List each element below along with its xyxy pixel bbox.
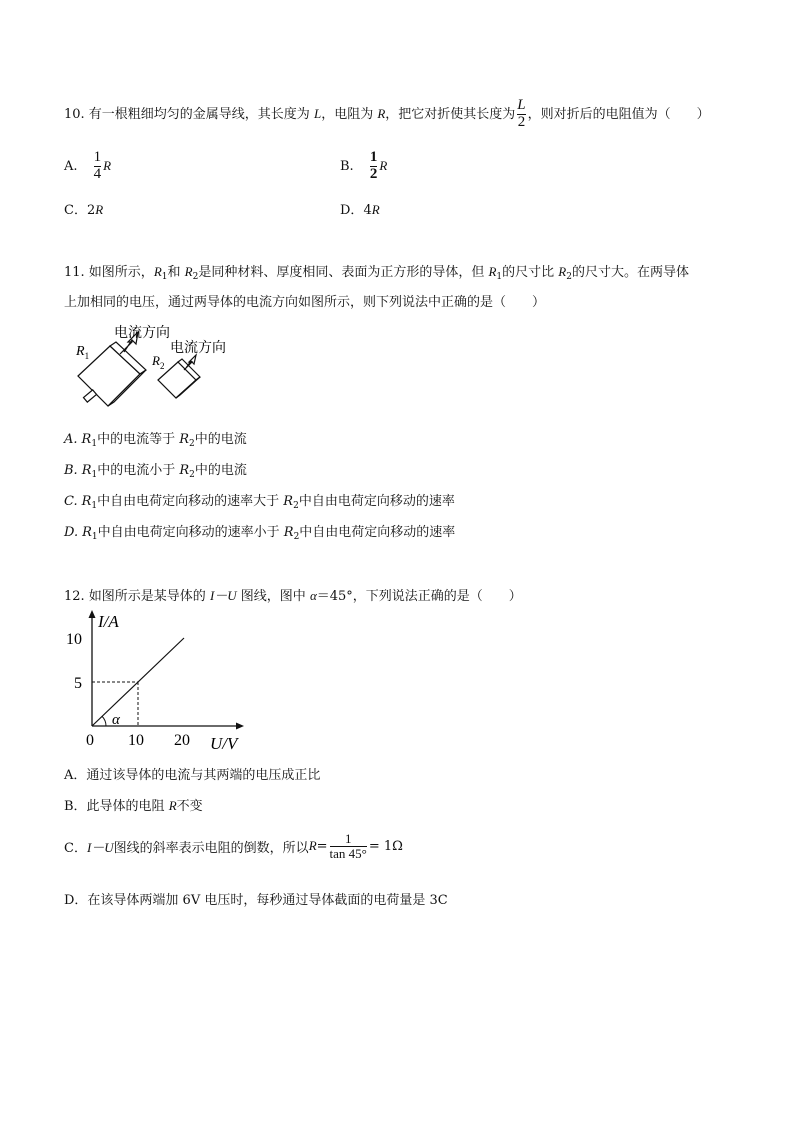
q11-option-b: R — [283, 525, 294, 540]
x-tick-label: 10 — [128, 732, 144, 749]
q11-option-as: 1 — [91, 470, 98, 480]
q11-option-label: B. — [64, 463, 78, 478]
q11-option-bs: 2 — [189, 470, 195, 480]
x-tick-label: 20 — [174, 732, 190, 749]
q10-fraction: $\frac{L}{2}$ — [517, 97, 526, 130]
q11-option-b: R — [179, 463, 190, 478]
q10-stem: 10. 有一根粗细均匀的金属导线，其长度为 L，电阻为 R，把它对折使其长度为 $\frac{L}{2}$ ，则对折后的电阻值为（ ） — [64, 97, 710, 130]
q11-stem-line1: 11. 如图所示，$R_1$和 $R_2$是同种材料、厚度相同、表面为正方形的导体，但 $R_1$的尺寸比 $R_2$的尺寸大。在两导体 — [64, 264, 689, 282]
r2-current-label: 电流方向 — [170, 340, 226, 356]
y-axis-label: I/A — [98, 612, 119, 631]
q10-option-b-fraction: $\frac{1}{2}$ — [369, 149, 378, 182]
q10-option-a[interactable]: A. $\frac{1}{4}$ R — [64, 149, 112, 182]
q11-option-end: 中的电流 — [194, 463, 247, 478]
q11-options — [64, 428, 455, 552]
q11-option-a: R — [82, 525, 92, 540]
q11-option-mid: 中的电流等于 — [97, 432, 180, 447]
r1-current-label: 电流方向 — [114, 325, 170, 341]
q11-figure — [66, 322, 246, 412]
q10-option-a-fraction: $\frac{1}{4}$ — [93, 149, 102, 182]
q11-option-a: R — [81, 494, 92, 509]
q10-option-b[interactable]: B. $\frac{1}{2}$ R — [340, 149, 388, 182]
q11-option-mid: 中自由电荷定向移动的速率大于 — [97, 494, 284, 509]
q11-option-b: R — [283, 494, 294, 509]
q11-option-d[interactable] — [64, 521, 455, 552]
q11-option-a: R — [81, 463, 92, 478]
q11-option-end: 中自由电荷定向移动的速率 — [299, 525, 456, 540]
q11-option-as: 1 — [91, 532, 98, 542]
q11-option-a: R — [81, 432, 92, 447]
q11-option-b[interactable] — [64, 459, 455, 490]
q11-option-label: A. — [64, 432, 78, 447]
q12-option-b[interactable]: B．此导体的电阻 R不变 — [64, 798, 203, 814]
q11-option-c[interactable] — [64, 490, 455, 521]
q11-option-mid: 中自由电荷定向移动的速率小于 — [97, 525, 284, 540]
q11-option-end: 中的电流 — [194, 432, 247, 447]
q11-option-bs: 2 — [189, 439, 195, 449]
q11-option-b: R — [179, 432, 189, 447]
q11-option-bs: 2 — [293, 532, 300, 542]
y-tick-label: 5 — [74, 675, 82, 692]
q12-option-c[interactable]: C． I－U 图线的斜率表示电阻的倒数，所以 R = $\frac{1}{\tan 45^\circ}$ = 1Ω — [64, 831, 403, 861]
q10-option-c[interactable]: C．2R — [64, 202, 104, 218]
angle-arc — [102, 716, 106, 726]
iu-graph — [62, 608, 262, 753]
y-tick-label: 10 — [66, 631, 82, 648]
y-axis-arrow — [89, 610, 96, 618]
q10-option-d[interactable]: D．4R — [340, 202, 380, 218]
r1-label: $R_1$ — [76, 344, 90, 361]
q11-option-a[interactable] — [64, 428, 455, 459]
q11-option-label: C. — [64, 494, 78, 509]
q11-stem-line2: 上加相同的电压，通过两导体的电流方向如图所示，则下列说法中正确的是（ ） — [64, 295, 546, 310]
q11-option-as: 1 — [91, 439, 98, 449]
q11-option-label: D. — [64, 525, 79, 540]
q12-stem: 12. 如图所示是某导体的 I－U 图线，图中 α＝45°，下列说法正确的是（ ） — [64, 588, 522, 604]
r2-label: $R_2$ — [152, 353, 165, 371]
q11-option-as: 1 — [91, 501, 98, 511]
angle-label: α — [112, 712, 120, 728]
q12-option-d[interactable]: D．在该导体两端加 6V 电压时，每秒通过导体截面的电荷量是 3C — [64, 893, 448, 908]
q12-option-c-fraction: $\frac{1}{\tan 45^\circ}$ — [329, 831, 367, 861]
q11-option-end: 中自由电荷定向移动的速率 — [298, 494, 455, 509]
x-axis-arrow — [236, 723, 244, 730]
q12-option-a[interactable]: A．通过该导体的电流与其两端的电压成正比 — [64, 768, 321, 783]
q11-option-bs: 2 — [293, 501, 299, 511]
q11-option-mid: 中的电流小于 — [97, 463, 180, 478]
x-tick-label: 0 — [86, 732, 94, 749]
x-axis-label: U/V — [210, 734, 238, 753]
